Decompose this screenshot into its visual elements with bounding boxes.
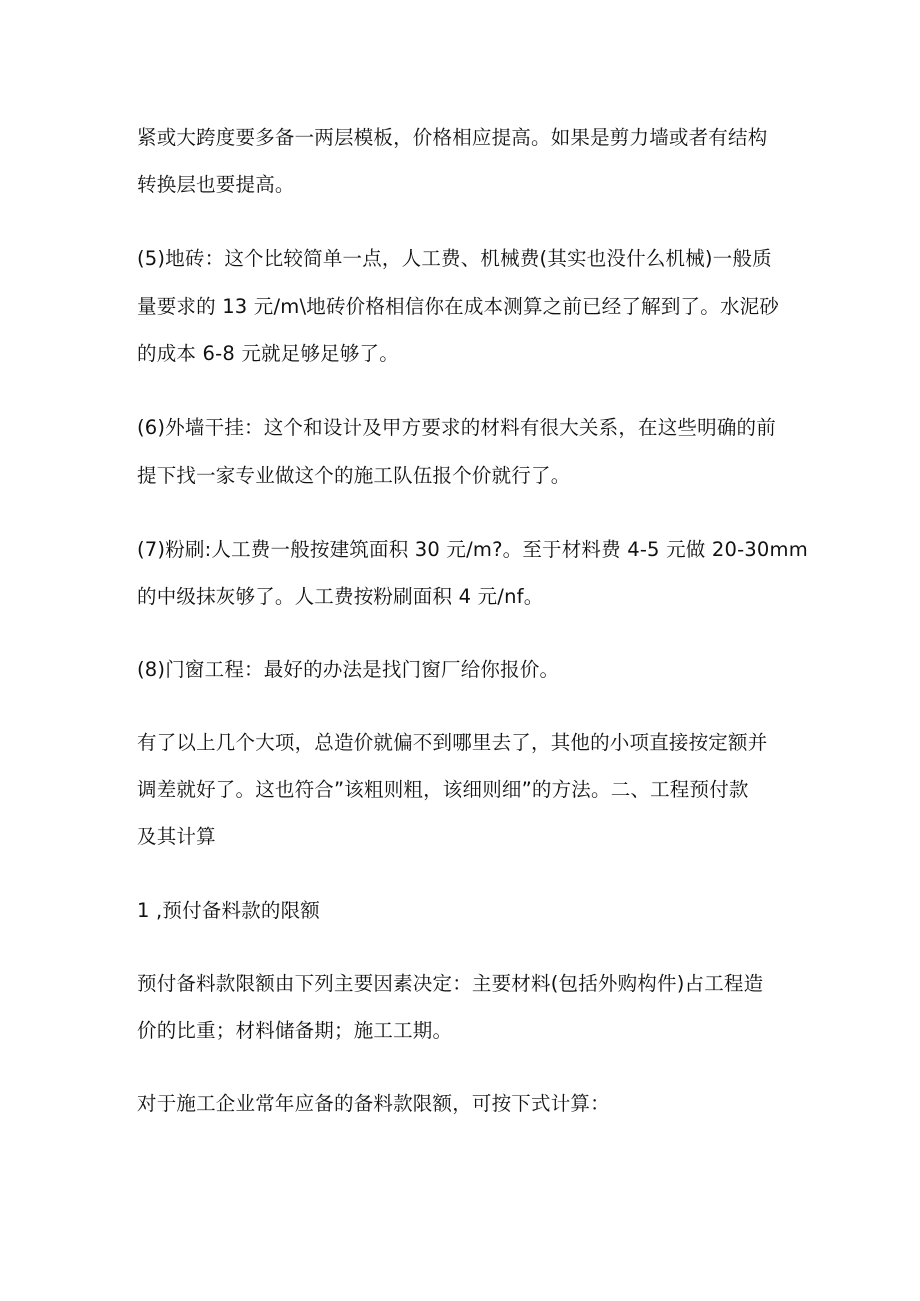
paragraph-line: 量要求的 13 元/m\地砖价格相信你在成本测算之前已经了解到了。水泥砂 [137, 295, 780, 318]
paragraph-line: (6)外墙干挂：这个和设计及甲方要求的材料有很大关系，在这些明确的前 [137, 416, 776, 439]
paragraph-line: (8)门窗工程：最好的办法是找门窗厂给你报价。 [137, 658, 560, 681]
paragraph-line: 调差就好了。这也符合”该粗则粗，该细则细”的方法。二、工程预付款 [137, 778, 749, 801]
paragraph-line: 及其计算 [137, 825, 216, 848]
paragraph-line: (5)地砖：这个比较简单一点，人工费、机械费(其实也没什么机械)一般质 [137, 247, 772, 270]
paragraph-line: 预付备料款限额由下列主要因素决定：主要材料(包括外购构件)占工程造 [137, 972, 764, 995]
paragraph-line: 转换层也要提高。 [137, 173, 295, 196]
paragraph-line: 紧或大跨度要多备一两层模板，价格相应提高。如果是剪力墙或者有结构 [137, 126, 768, 149]
paragraph-line: 的成本 6-8 元就足够足够了。 [137, 342, 399, 365]
paragraph-line: 的中级抹灰够了。人工费按粉刷面积 4 元/nf。 [137, 585, 544, 608]
section-heading: 1 ,预付备料款的限额 [137, 899, 321, 922]
paragraph-line: 提下找一家专业做这个的施工队伍报个价就行了。 [137, 464, 571, 487]
paragraph-line: 价的比重；材料储备期；施工工期。 [137, 1019, 453, 1042]
paragraph-line: (7)粉刷:人工费一般按建筑面积 30 元/m?。至于材料费 4-5 元做 20-30mm [137, 538, 808, 561]
paragraph-line: 对于施工企业常年应备的备料款限额，可按下式计算： [137, 1092, 610, 1115]
paragraph-line: 有了以上几个大项，总造价就偏不到哪里去了，其他的小项直接按定额并 [137, 731, 768, 754]
